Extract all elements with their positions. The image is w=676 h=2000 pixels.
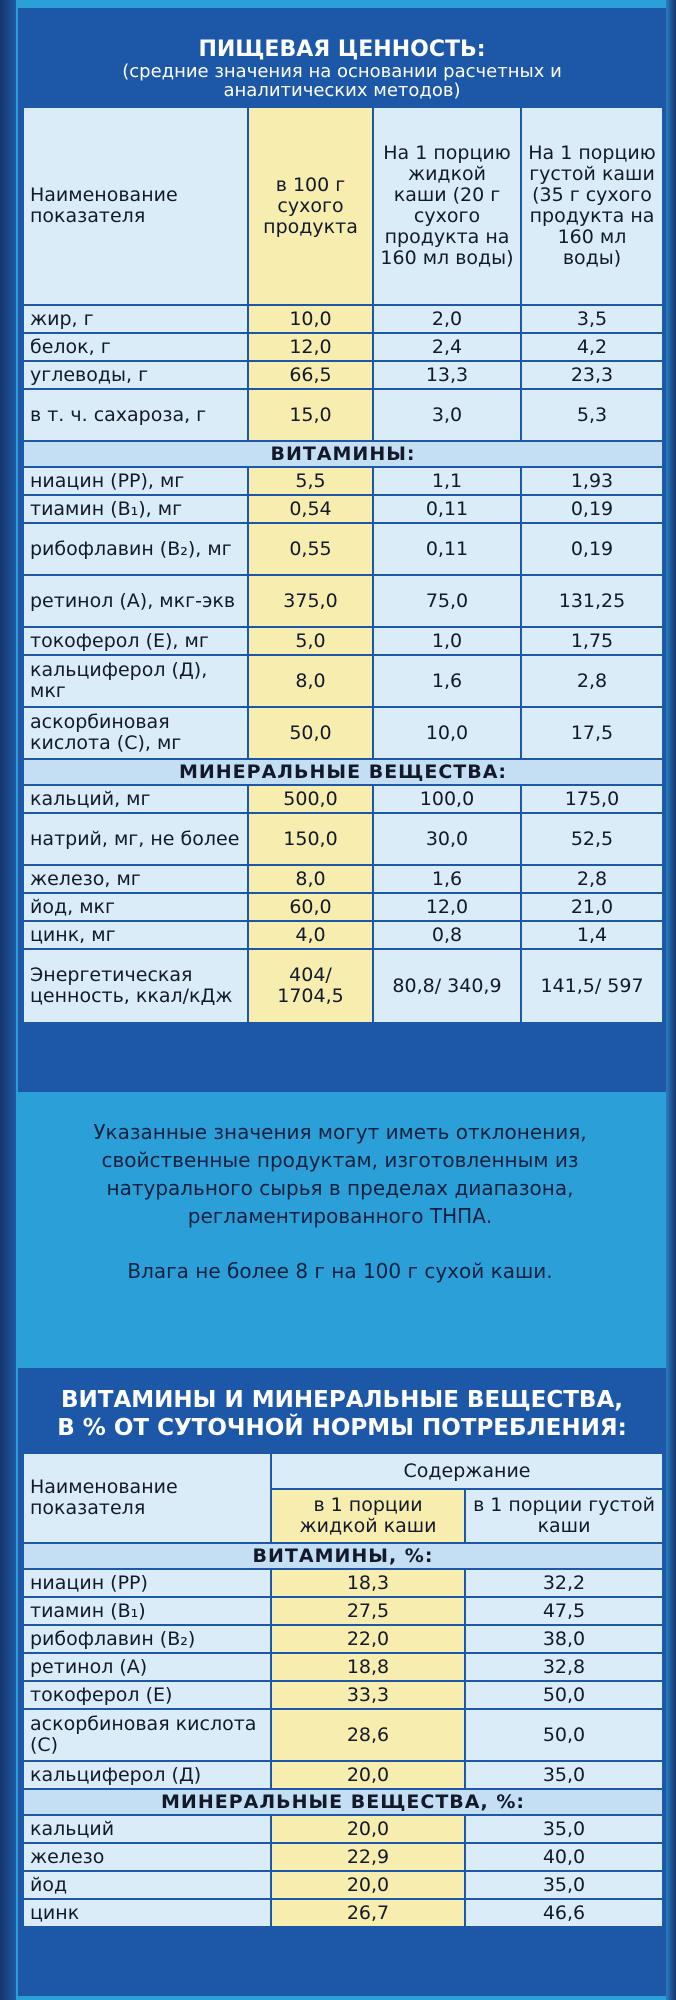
table-row	[23, 865, 663, 893]
table-row	[23, 495, 663, 523]
row-per100: 0,55	[248, 523, 373, 575]
row-name: углеводы, г	[23, 361, 248, 389]
row-per100: 15,0	[248, 389, 373, 441]
row-liquid: 28,6	[271, 1709, 465, 1761]
row-name: йод, мкг	[23, 893, 248, 921]
row-thick: 2,8	[521, 865, 663, 893]
row-thick: 52,5	[521, 813, 663, 865]
row-name: жир, г	[23, 305, 248, 333]
row-liquid: 30,0	[373, 813, 521, 865]
row-liquid: 20,0	[271, 1761, 465, 1789]
row-thick: 32,8	[465, 1653, 663, 1681]
row-per100: 50,0	[248, 707, 373, 759]
row-thick: 35,0	[465, 1815, 663, 1843]
vitamins-section-label: ВИТАМИНЫ:	[23, 441, 663, 467]
daily-header-row	[23, 1453, 663, 1489]
daily-norm-table	[22, 1452, 664, 1928]
row-thick: 1,75	[521, 627, 663, 655]
row-thick: 3,5	[521, 305, 663, 333]
row-name: кальций, мг	[23, 785, 248, 813]
table-row	[23, 1625, 663, 1653]
row-thick: 21,0	[521, 893, 663, 921]
row-name: рибофлавин (В₂)	[23, 1625, 271, 1653]
table-row	[23, 575, 663, 627]
energy-row	[23, 949, 663, 1023]
table-row	[23, 467, 663, 495]
row-thick: 35,0	[465, 1871, 663, 1899]
row-thick: 1,4	[521, 921, 663, 949]
row-per100: 375,0	[248, 575, 373, 627]
row-thick: 50,0	[465, 1709, 663, 1761]
row-liquid: 1,6	[373, 865, 521, 893]
table-row	[23, 1597, 663, 1625]
table-row	[23, 1899, 663, 1927]
row-name: кальций	[23, 1815, 271, 1843]
row-liquid: 1,6	[373, 655, 521, 707]
row-liquid: 2,0	[373, 305, 521, 333]
row-name: белок, г	[23, 333, 248, 361]
row-thick: 32,2	[465, 1569, 663, 1597]
row-name: йод	[23, 1871, 271, 1899]
header-liquid: На 1 порцию жидкой каши (20 г сухого продукта на 160 мл воды)	[373, 107, 521, 305]
table-row	[23, 361, 663, 389]
row-name: железо, мг	[23, 865, 248, 893]
table-row	[23, 1653, 663, 1681]
row-thick: 17,5	[521, 707, 663, 759]
row-thick: 40,0	[465, 1843, 663, 1871]
row-liquid: 22,0	[271, 1625, 465, 1653]
table-row	[23, 1815, 663, 1843]
row-liquid: 1,1	[373, 467, 521, 495]
row-name: тиамин (В₁), мг	[23, 495, 248, 523]
row-liquid: 0,11	[373, 495, 521, 523]
row-name: токоферол (Е)	[23, 1681, 271, 1709]
table-row	[23, 1709, 663, 1761]
row-per100: 10,0	[248, 305, 373, 333]
table-row	[23, 389, 663, 441]
energy-thick: 141,5/ 597	[521, 949, 663, 1023]
row-thick: 2,8	[521, 655, 663, 707]
table-row	[23, 785, 663, 813]
row-liquid: 22,9	[271, 1843, 465, 1871]
row-thick: 0,19	[521, 495, 663, 523]
row-thick: 38,0	[465, 1625, 663, 1653]
header-per100: в 100 г сухого продукта	[248, 107, 373, 305]
row-per100: 8,0	[248, 865, 373, 893]
row-thick: 46,6	[465, 1899, 663, 1927]
row-name: в т. ч. сахароза, г	[23, 389, 248, 441]
table-row	[23, 1569, 663, 1597]
row-name: тиамин (В₁)	[23, 1597, 271, 1625]
row-thick: 0,19	[521, 523, 663, 575]
row-liquid: 20,0	[271, 1815, 465, 1843]
row-name: кальциферол (Д), мкг	[23, 655, 248, 707]
header-thick: На 1 порцию густой каши (35 г сухого продукта на 160 мл воды)	[521, 107, 663, 305]
row-per100: 150,0	[248, 813, 373, 865]
table-row	[23, 523, 663, 575]
table-row	[23, 1761, 663, 1789]
daily-title-line1: ВИТАМИНЫ И МИНЕРАЛЬНЫЕ ВЕЩЕСТВА,	[60, 1387, 624, 1413]
moisture-note: Влага не более 8 г на 100 г сухой каши.	[127, 1259, 553, 1283]
row-name: натрий, мг, не более	[23, 813, 248, 865]
daily-minerals-section-label: МИНЕРАЛЬНЫЕ ВЕЩЕСТВА, %:	[23, 1789, 663, 1815]
row-liquid: 3,0	[373, 389, 521, 441]
row-liquid: 2,4	[373, 333, 521, 361]
minerals-section-label: МИНЕРАЛЬНЫЕ ВЕЩЕСТВА:	[23, 759, 663, 785]
deviation-note: Указанные значения могут иметь отклонения, свойственные продуктам, изготовленным из натурального сырья в пределах диапазона, регламентированного ТНПА.	[93, 1120, 587, 1228]
table-row	[23, 893, 663, 921]
nutrition-table	[22, 106, 664, 1024]
row-per100: 12,0	[248, 333, 373, 361]
row-name: аскорбиновая кислота (С), мг	[23, 707, 248, 759]
row-liquid: 100,0	[373, 785, 521, 813]
table-row	[23, 655, 663, 707]
daily-header-content: Содержание	[271, 1453, 663, 1489]
row-per100: 66,5	[248, 361, 373, 389]
daily-title-line2: В % ОТ СУТОЧНОЙ НОРМЫ ПОТРЕБЛЕНИЯ:	[57, 1415, 627, 1441]
row-per100: 5,0	[248, 627, 373, 655]
daily-header-thick: в 1 порции густой каши	[465, 1489, 663, 1543]
table-row	[23, 813, 663, 865]
row-liquid: 20,0	[271, 1871, 465, 1899]
daily-vitamins-section	[23, 1543, 663, 1569]
row-per100: 4,0	[248, 921, 373, 949]
row-name: ретинол (А)	[23, 1653, 271, 1681]
row-liquid: 10,0	[373, 707, 521, 759]
row-per100: 5,5	[248, 467, 373, 495]
row-per100: 500,0	[248, 785, 373, 813]
row-name: рибофлавин (В₂), мг	[23, 523, 248, 575]
row-liquid: 75,0	[373, 575, 521, 627]
daily-header-liquid: в 1 порции жидкой каши	[271, 1489, 465, 1543]
row-name: кальциферол (Д)	[23, 1761, 271, 1789]
header-name: Наименование показателя	[23, 107, 248, 305]
row-thick: 35,0	[465, 1761, 663, 1789]
daily-vitamins-section-label: ВИТАМИНЫ, %:	[23, 1543, 663, 1569]
daily-minerals-section	[23, 1789, 663, 1815]
package-left-edge	[0, 0, 16, 2000]
energy-per100: 404/ 1704,5	[248, 949, 373, 1023]
row-per100: 0,54	[248, 495, 373, 523]
table-row	[23, 333, 663, 361]
row-name: цинк	[23, 1899, 271, 1927]
row-thick: 175,0	[521, 785, 663, 813]
row-thick: 4,2	[521, 333, 663, 361]
row-thick: 47,5	[465, 1597, 663, 1625]
nutrition-header-row	[23, 107, 663, 305]
row-name: аскорбиновая кислота (С)	[23, 1709, 271, 1761]
table-row	[23, 921, 663, 949]
row-name: ретинол (А), мкг-экв	[23, 575, 248, 627]
row-liquid: 0,11	[373, 523, 521, 575]
row-per100: 8,0	[248, 655, 373, 707]
table-row	[23, 627, 663, 655]
row-name: токоферол (Е), мг	[23, 627, 248, 655]
row-thick: 23,3	[521, 361, 663, 389]
nutrition-title: ПИЩЕВАЯ ЦЕННОСТЬ:	[198, 37, 486, 62]
row-thick: 5,3	[521, 389, 663, 441]
table-row	[23, 1681, 663, 1709]
table-row	[23, 1871, 663, 1899]
row-name: ниацин (РР)	[23, 1569, 271, 1597]
daily-header-name: Наименование показателя	[23, 1453, 271, 1543]
row-thick: 131,25	[521, 575, 663, 627]
row-name: железо	[23, 1843, 271, 1871]
table-row	[23, 305, 663, 333]
table-row	[23, 707, 663, 759]
vitamins-section	[23, 441, 663, 467]
row-liquid: 1,0	[373, 627, 521, 655]
package-right-edge	[666, 0, 676, 2000]
row-liquid: 18,3	[271, 1569, 465, 1597]
row-liquid: 27,5	[271, 1597, 465, 1625]
nutrition-subtitle-line2: аналитических методов)	[223, 80, 461, 101]
row-liquid: 33,3	[271, 1681, 465, 1709]
row-name: цинк, мг	[23, 921, 248, 949]
daily-norm-panel	[18, 1368, 666, 1996]
nutrition-panel	[18, 8, 666, 1092]
row-liquid: 18,8	[271, 1653, 465, 1681]
row-per100: 60,0	[248, 893, 373, 921]
minerals-section	[23, 759, 663, 785]
nutrition-subtitle-line1: (средние значения на основании расчетных и	[122, 61, 562, 82]
energy-name: Энергетическая ценность, ккал/кДж	[23, 949, 248, 1023]
energy-liquid: 80,8/ 340,9	[373, 949, 521, 1023]
row-liquid: 26,7	[271, 1899, 465, 1927]
row-liquid: 12,0	[373, 893, 521, 921]
row-thick: 1,93	[521, 467, 663, 495]
row-name: ниацин (РР), мг	[23, 467, 248, 495]
row-thick: 50,0	[465, 1681, 663, 1709]
row-liquid: 0,8	[373, 921, 521, 949]
row-liquid: 13,3	[373, 361, 521, 389]
table-row	[23, 1843, 663, 1871]
